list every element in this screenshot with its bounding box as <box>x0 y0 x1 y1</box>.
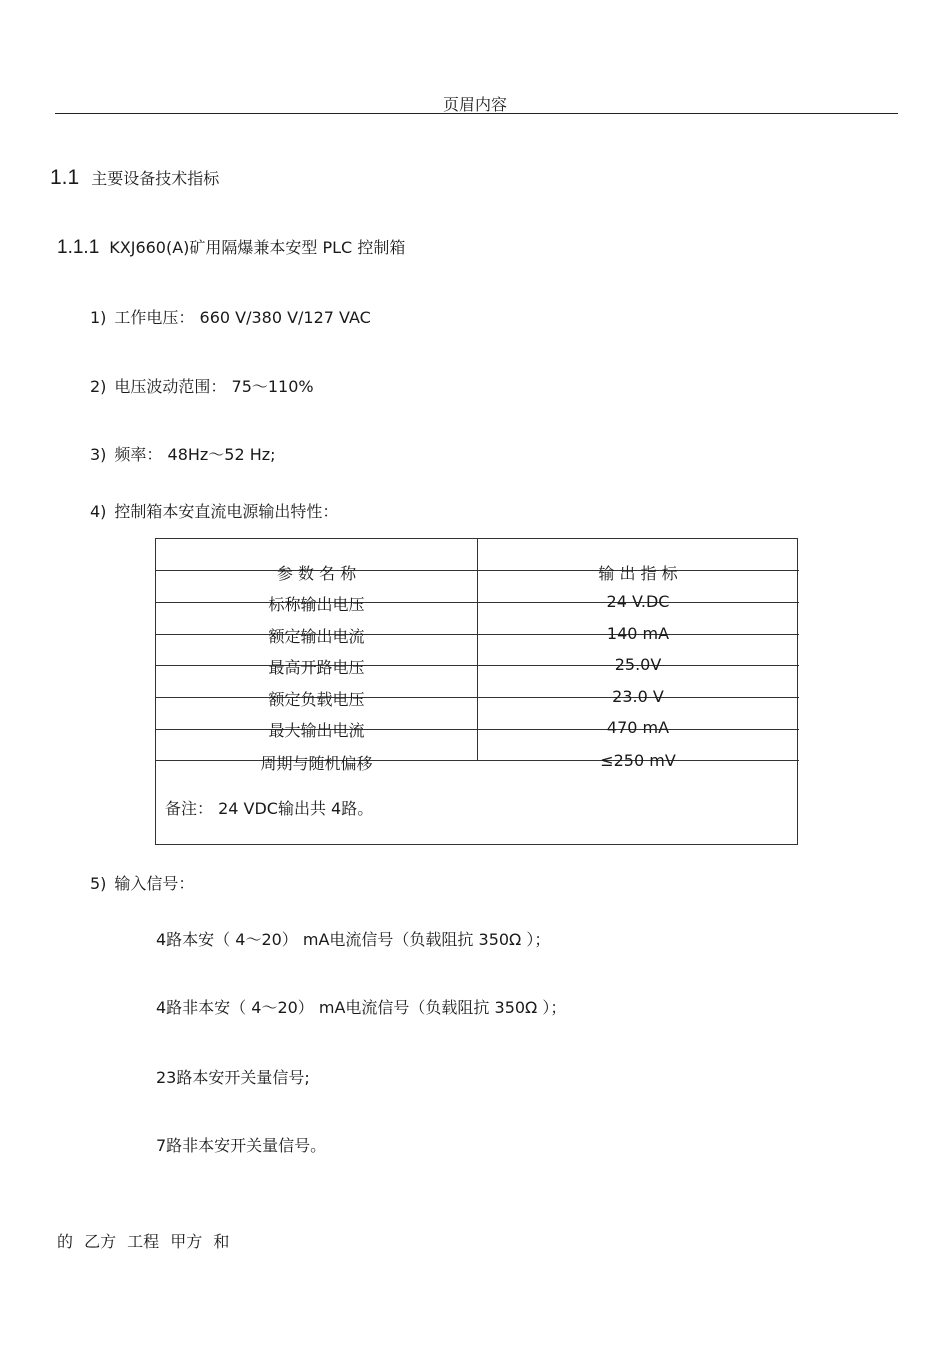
section-heading <box>50 166 219 190</box>
table-cell-value: 470 mA <box>606 718 670 737</box>
power-output-table <box>155 538 798 845</box>
list-item-number: 3) <box>90 445 107 464</box>
list-item-text: 工作电压： 660 V/380 V/127 VAC <box>114 308 371 327</box>
subsection-heading <box>57 235 405 259</box>
table-cell-value: 23.0 V <box>612 687 664 706</box>
page-header-title: 页眉内容 <box>442 95 507 114</box>
input-signal-item: 7路非本安开关量信号。 <box>156 1136 327 1155</box>
section-number: 1.1 <box>50 166 80 189</box>
subsection-number: 1.1.1 <box>57 237 100 258</box>
table-cell-parameter: 额定输出电流 <box>268 627 365 646</box>
list-item <box>90 442 276 465</box>
table-cell-value: 24 V.DC <box>606 592 670 611</box>
page-footer-text: 的 乙方 工程 甲方 和 <box>57 1232 230 1251</box>
table-cell-parameter: 周期与随机偏移 <box>260 754 373 773</box>
table-note: 备注： 24 VDC输出共 4路。 <box>165 799 374 818</box>
list-item-number: 2) <box>90 377 107 396</box>
header-divider <box>55 113 898 114</box>
list-item-text: 频率： 48Hz～52 Hz; <box>114 445 276 464</box>
list-item <box>90 871 194 894</box>
table-cell-parameter: 额定负载电压 <box>268 690 365 709</box>
table-header-parameter: 参 数 名 称 <box>276 564 357 583</box>
list-item-number: 4) <box>90 502 107 521</box>
section-title: 主要设备技术指标 <box>91 169 220 188</box>
table-cell-value: 140 mA <box>606 624 670 643</box>
table-cell-parameter: 最大输出电流 <box>268 721 365 740</box>
table-cell-value: 25.0V <box>614 655 662 674</box>
table-header-value: 输 出 指 标 <box>598 564 678 583</box>
list-item-text: 控制箱本安直流电源输出特性： <box>114 502 339 521</box>
table-cell-value: ≤250 mV <box>600 751 676 770</box>
table-cell-parameter: 标称输出电压 <box>268 595 365 614</box>
list-item-number: 5) <box>90 874 107 893</box>
list-item-text: 输入信号： <box>114 874 195 893</box>
subsection-title: KXJ660(A)矿用隔爆兼本安型 PLC 控制箱 <box>109 238 406 257</box>
input-signal-item: 23路本安开关量信号; <box>156 1068 310 1087</box>
list-item <box>90 499 338 522</box>
input-signal-item: 4路本安（ 4～20） mA电流信号（负载阻抗 350Ω ）； <box>156 930 551 949</box>
list-item-text: 电压波动范围： 75～110% <box>114 377 314 396</box>
list-item <box>90 305 371 328</box>
list-item-number: 1) <box>90 308 107 327</box>
list-item <box>90 374 314 397</box>
table-cell-parameter: 最高开路电压 <box>268 658 365 677</box>
input-signal-item: 4路非本安（ 4～20） mA电流信号（负载阻抗 350Ω ）； <box>156 998 567 1017</box>
